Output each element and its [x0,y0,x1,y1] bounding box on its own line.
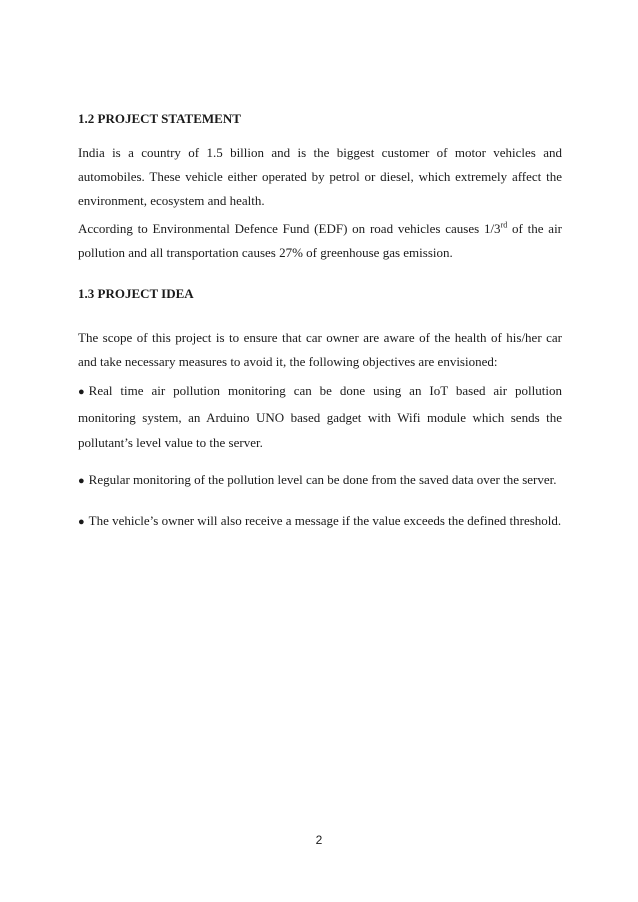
project-idea-intro-paragraph: The scope of this project is to ensure that car owner are aware of the health of his/her car and take necessary measures to avoid it, the following objectives are envisioned: [78,330,562,369]
bullet-text: Regular monitoring of the pollution level can be done from the saved data over the server. [88,472,557,487]
section-heading-project-statement: 1.2 PROJECT STATEMENT [78,111,241,126]
list-item [78,508,562,535]
bullet-text: The vehicle’s owner will also receive a message if the value exceeds the defined threshold. [88,513,562,528]
bullet-icon: ● [78,516,85,528]
section-heading-project-idea: 1.3 PROJECT IDEA [78,286,194,301]
page-number: 2 [315,833,323,847]
project-statement-paragraph: India is a country of 1.5 billion and is the biggest customer of motor vehicles and automobiles. These vehicle either operated by petrol or diesel, which extremely affect the environment, ecosystem and health. [78,145,562,208]
bullet-icon: ● [78,475,85,487]
edf-paragraph-text-start: According to Environmental Defence Fund (EDF) on road vehicles causes 1/3 [78,221,501,236]
list-item [78,467,562,494]
list-item [78,378,562,455]
ordinal-suffix: rd [500,220,508,230]
edf-paragraph [78,217,562,265]
bullet-text: Real time air pollution monitoring can be done using an IoT based air pollution monitoring system, an Arduino UNO based gadget with Wifi module which sends the pollutant’s level value to the server. [78,383,562,450]
edf-paragraph-text-end: of the air pollution and all transportation causes 27% of greenhouse gas emission. [78,221,563,260]
bullet-icon: ● [78,386,85,398]
